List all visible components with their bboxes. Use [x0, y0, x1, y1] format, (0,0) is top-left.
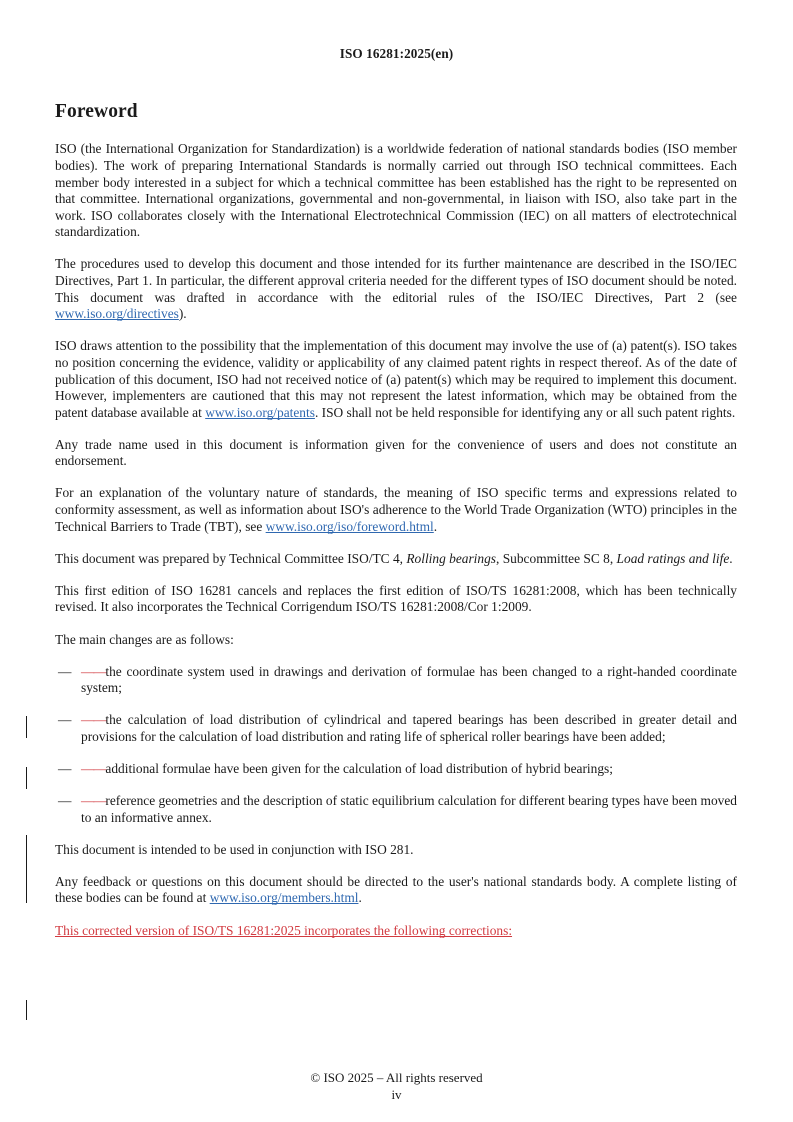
foreword-paragraph-2 [55, 256, 737, 322]
link-iso-foreword[interactable]: www.iso.org/iso/foreword.html [265, 518, 434, 534]
insertion-dash-icon: —— [81, 793, 106, 809]
paragraph-5-text-after-link: . [433, 518, 438, 534]
insertion-dash-icon: —— [81, 712, 106, 728]
paragraph-3-text-before-link: ISO draws attention to the possibility that the implementation of this document may involve the use of (a) patent(s). ISO takes no position concerning the evidence, validity or applicability of any claimed patent rights in respect thereof. As of the date of publication of this document, ISO had not received notice of (a) patent(s) which may be required to implement this document. However, implementers are cautioned that this may not represent the latest information, which may be obtained from the patent database available at [55, 338, 737, 420]
list-item [55, 793, 737, 826]
foreword-paragraph-changes-intro: The main changes are as follows: [55, 631, 234, 647]
feedback-text-after-link: . [358, 890, 362, 906]
list-item-text: reference geometries and the description of static equilibrium calculation for different bearing types have been moved to an informative annex. [81, 793, 737, 825]
paragraph-3-text-after-link: . ISO shall not be held responsible for identifying any or all such patent rights. [314, 404, 736, 420]
paragraph-5-text-before-link: For an explanation of the voluntary nature of standards, the meaning of ISO specific terms and expressions related to conformity assessment, as well as information about ISO's adherence to the World Trade Organization (WTO) principles in the Technical Barriers to Trade (TBT), see [55, 485, 737, 534]
corrected-version-text: This corrected version of ISO/TS 16281:2025 incorporates the following corrections: [55, 922, 513, 938]
dash-bullet-icon: — [58, 712, 72, 728]
running-header: ISO 16281:2025(en) [339, 46, 454, 61]
paragraph-2-text-after-link: ). [178, 306, 187, 322]
dash-bullet-icon: — [58, 761, 72, 777]
list-item-text: the coordinate system used in drawings and derivation of formulae has been changed to a right-handed coordinate system; [81, 663, 737, 696]
paragraph-2-text-before-link: The procedures used to develop this document and those intended for its further maintenance are described in the ISO/IEC Directives, Part 1. In particular, the different approval criteria needed for the different types of ISO document should be noted. This document was drafted in accordance with the editorial rules of the ISO/IEC Directives, Part 2 (see [55, 256, 737, 305]
foreword-paragraph-edition: This first edition of ISO 16281 cancels and replaces the first edition of ISO/TS 16281:2008, which has been technically revised. It also incorporates the Technical Corrigendum ISO/TS 16281:2008/Cor 1:2009. [55, 582, 737, 615]
foreword-paragraph-1: ISO (the International Organization for Standardization) is a worldwide federation of national standards bodies (ISO member bodies). The work of preparing International Standards is normally carried out through ISO technical committees. Each member body interested in a subject for which a technical committee has been established has the right to be represented on that committee. International organizations, governmental and non-governmental, in liaison with ISO, also take part in the work. ISO collaborates closely with the International Electrotechnical Commission (IEC) on all matters of electrotechnical standardization. [55, 141, 737, 240]
foreword-paragraph-3 [55, 338, 737, 421]
insertion-dash-icon: —— [81, 663, 106, 679]
committee-title-rolling-bearings: Rolling bearings [406, 550, 497, 566]
footer-page-number: iv [391, 1087, 402, 1102]
dash-bullet-icon: — [58, 793, 72, 809]
change-bar-3 [26, 835, 27, 903]
change-bar-1 [26, 716, 27, 738]
link-iso-members[interactable]: www.iso.org/members.html [209, 890, 359, 906]
foreword-paragraph-conjunction: This document is intended to be used in conjunction with ISO 281. [55, 841, 414, 857]
link-iso-patents[interactable]: www.iso.org/patents [205, 404, 315, 420]
foreword-paragraph-4: Any trade name used in this document is information given for the convenience of users and does not constitute an endorsement. [55, 436, 737, 469]
list-item [55, 712, 737, 745]
foreword-section [55, 100, 737, 955]
committee-text-part-1: This document was prepared by Technical Committee ISO/TC 4, [55, 550, 407, 566]
feedback-text-before-link: Any feedback or questions on this document should be directed to the user's national standards body. A complete listing of these bodies can be found at [55, 873, 737, 906]
subcommittee-title-load-ratings: Load ratings and life [616, 550, 730, 566]
committee-text-part-2: , Subcommittee SC 8, [496, 550, 617, 566]
change-bar-2 [26, 767, 27, 789]
foreword-paragraph-committee [55, 551, 737, 568]
list-item-text: additional formulae have been given for the calculation of load distribution of hybrid bearings; [105, 761, 613, 777]
page-title: Foreword [55, 101, 138, 122]
foreword-paragraph-5 [55, 485, 737, 535]
corrected-version-notice [55, 923, 737, 940]
main-changes-list [55, 664, 737, 827]
change-bar-4 [26, 1000, 27, 1020]
committee-text-part-3: . [729, 550, 733, 566]
footer-copyright: © ISO 2025 – All rights reserved [310, 1070, 483, 1085]
link-iso-directives[interactable]: www.iso.org/directives [55, 306, 179, 322]
list-item [55, 664, 737, 697]
foreword-paragraph-feedback [55, 874, 737, 907]
list-item-text: the calculation of load distribution of cylindrical and tapered bearings has been described in greater detail and provisions for the calculation of load distribution and rating life of spherical roller bearings have been added; [81, 712, 737, 744]
list-item [55, 761, 737, 778]
insertion-dash-icon: —— [81, 761, 106, 777]
dash-bullet-icon: — [58, 663, 72, 679]
